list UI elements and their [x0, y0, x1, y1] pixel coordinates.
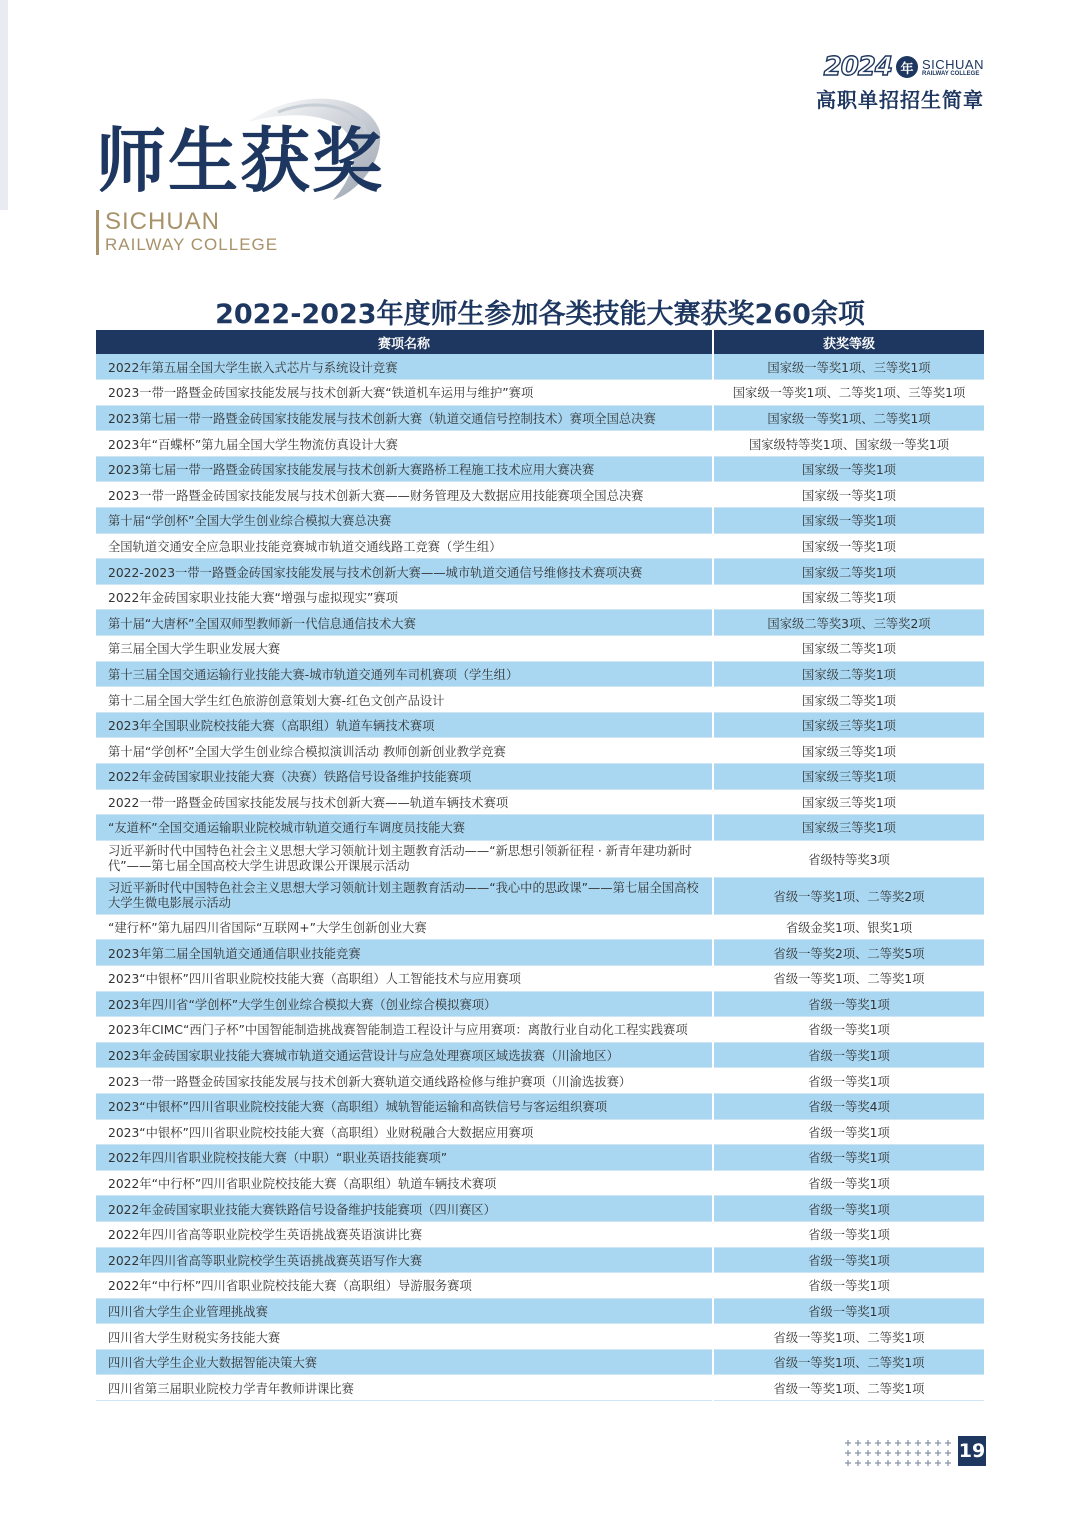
award-name-cell: 2023一带一路暨金砖国家技能发展与技术创新大赛轨道交通线路检修与维护赛项（川渝选拔赛） — [96, 1068, 713, 1094]
award-name-cell: 2022年“中行杯”四川省职业院校技能大赛（高职组）导游服务赛项 — [96, 1273, 713, 1299]
award-level-cell: 国家级三等奖1项 — [713, 764, 984, 790]
award-name-cell: 2023第七届一带一路暨金砖国家技能发展与技术创新大赛路桥工程施工技术应用大赛决赛 — [96, 456, 713, 482]
dot-pattern — [844, 1438, 956, 1468]
award-level-cell: 国家级一等奖1项 — [713, 533, 984, 559]
award-level-cell: 国家级一等奖1项 — [713, 482, 984, 508]
table-row — [96, 991, 984, 1017]
header-subtitle: 高职单招招生简章 — [816, 88, 984, 112]
award-name-cell: 2022年第五届全国大学生嵌入式芯片与系统设计竞赛 — [96, 354, 713, 380]
header-year-badge: 年 — [896, 56, 918, 78]
award-level-cell: 省级一等奖1项、二等奖1项 — [713, 1375, 984, 1401]
award-level-cell: 国家级一等奖1项、三等奖1项 — [713, 354, 984, 380]
table-row — [96, 533, 984, 559]
award-name-cell: 2023一带一路暨金砖国家技能发展与技术创新大赛——财务管理及大数据应用技能赛项全国总决赛 — [96, 482, 713, 508]
award-level-cell: 国家级二等奖1项 — [713, 661, 984, 687]
award-name-cell: 2022年“中行杯”四川省职业院校技能大赛（高职组）轨道车辆技术赛项 — [96, 1170, 713, 1196]
award-level-cell: 省级一等奖1项 — [713, 1298, 984, 1324]
table-row — [96, 1170, 984, 1196]
table-row — [96, 1247, 984, 1273]
award-level-cell: 国家级一等奖1项 — [713, 456, 984, 482]
table-row — [96, 840, 984, 877]
table-row — [96, 1145, 984, 1171]
table-row — [96, 1221, 984, 1247]
brand-line2: RAILWAY COLLEGE — [105, 235, 279, 254]
awards-table-body — [96, 354, 984, 1401]
award-level-cell: 国家级二等奖1项 — [713, 687, 984, 713]
table-row — [96, 1042, 984, 1068]
table-row — [96, 914, 984, 940]
award-name-cell: 2023年金砖国家职业技能大赛城市轨道交通运营设计与应急处理赛项区域选拔赛（川渝地区） — [96, 1042, 713, 1068]
award-name-cell: “友道杯”全国交通运输职业院校城市轨道交通行车调度员技能大赛 — [96, 815, 713, 841]
table-row — [96, 1375, 984, 1401]
table-row — [96, 584, 984, 610]
award-name-cell: 第十二届全国大学生红色旅游创意策划大赛-红色文创产品设计 — [96, 687, 713, 713]
award-level-cell: 省级一等奖1项 — [713, 1247, 984, 1273]
table-row — [96, 1119, 984, 1145]
table-row — [96, 1196, 984, 1222]
table-row — [96, 661, 984, 687]
award-name-cell: 第十届“学创杯”全国大学生创业综合模拟演训活动 教师创新创业教学竞赛 — [96, 738, 713, 764]
award-name-cell: 习近平新时代中国特色社会主义思想大学习领航计划主题教育活动——“新思想引领新征程 · 新青年建功新时代”——第七届全国高校大学生讲思政课公开课展示活动 — [96, 840, 713, 877]
table-row — [96, 738, 984, 764]
award-level-cell: 国家级三等奖1项 — [713, 789, 984, 815]
table-row — [96, 559, 984, 585]
award-name-cell: 2023“中银杯”四川省职业院校技能大赛（高职组）业财税融合大数据应用赛项 — [96, 1119, 713, 1145]
table-row — [96, 965, 984, 991]
header-brand-line1: SICHUAN — [921, 56, 984, 72]
table-row — [96, 354, 984, 380]
table-row — [96, 877, 984, 914]
award-level-cell: 省级一等奖1项 — [713, 1196, 984, 1222]
table-row — [96, 712, 984, 738]
award-name-cell: 2022年四川省高等职业院校学生英语挑战赛英语写作大赛 — [96, 1247, 713, 1273]
column-header-level: 获奖等级 — [713, 330, 984, 354]
table-row — [96, 764, 984, 790]
award-level-cell: 省级金奖1项、银奖1项 — [713, 914, 984, 940]
table-row — [96, 482, 984, 508]
award-name-cell: 2023年第二届全国轨道交通通信职业技能竞赛 — [96, 940, 713, 966]
award-level-cell: 国家级一等奖1项、二等奖1项 — [713, 405, 984, 431]
award-level-cell: 国家级二等奖3项、三等奖2项 — [713, 610, 984, 636]
award-level-cell: 国家级二等奖1项 — [713, 636, 984, 662]
award-name-cell: 2022年金砖国家职业技能大赛（决赛）铁路信号设备维护技能赛项 — [96, 764, 713, 790]
award-name-cell: 四川省大学生财税实务技能大赛 — [96, 1324, 713, 1350]
page-edge-bar — [0, 0, 8, 210]
table-row — [96, 815, 984, 841]
award-name-cell: 2023第七届一带一路暨金砖国家技能发展与技术创新大赛（轨道交通信号控制技术）赛项全国总决赛 — [96, 405, 713, 431]
section-title: 2022-2023年度师生参加各类技能大赛获奖260余项 — [215, 299, 865, 330]
table-row — [96, 940, 984, 966]
awards-table — [96, 330, 984, 1401]
table-row — [96, 508, 984, 534]
award-level-cell: 省级一等奖1项 — [713, 1273, 984, 1299]
award-level-cell: 省级一等奖1项 — [713, 1068, 984, 1094]
column-header-name: 赛项名称 — [96, 330, 713, 354]
header-year: 2024 — [823, 52, 892, 82]
table-row — [96, 1068, 984, 1094]
page-title: 师生获奖 — [96, 120, 384, 202]
award-level-cell: 国家级一等奖1项 — [713, 508, 984, 534]
award-level-cell: 省级一等奖1项 — [713, 1017, 984, 1043]
award-level-cell: 省级一等奖4项 — [713, 1093, 984, 1119]
award-name-cell: 2023“中银杯”四川省职业院校技能大赛（高职组）人工智能技术与应用赛项 — [96, 965, 713, 991]
award-level-cell: 国家级三等奖1项 — [713, 738, 984, 764]
award-name-cell: 四川省第三届职业院校力学青年教师讲课比赛 — [96, 1375, 713, 1401]
award-name-cell: 2022年四川省职业院校技能大赛（中职）“职业英语技能赛项” — [96, 1145, 713, 1171]
header-brand-line2: RAILWAY COLLEGE — [921, 70, 980, 77]
award-name-cell: 2023“中银杯”四川省职业院校技能大赛（高职组）城轨智能运输和高铁信号与客运组织赛项 — [96, 1093, 713, 1119]
table-row — [96, 456, 984, 482]
award-level-cell: 国家级特等奖1项、国家级一等奖1项 — [713, 431, 984, 457]
award-name-cell: 第十届“学创杯”全国大学生创业综合模拟大赛总决赛 — [96, 508, 713, 534]
award-name-cell: “建行杯”第九届四川省国际“互联网+”大学生创新创业大赛 — [96, 914, 713, 940]
award-level-cell: 省级一等奖1项 — [713, 1145, 984, 1171]
table-row — [96, 636, 984, 662]
brochure-header — [816, 52, 984, 113]
award-name-cell: 2022一带一路暨金砖国家技能发展与技术创新大赛——轨道车辆技术赛项 — [96, 789, 713, 815]
table-row — [96, 687, 984, 713]
award-name-cell: 2022-2023一带一路暨金砖国家技能发展与技术创新大赛——城市轨道交通信号维修技术赛项决赛 — [96, 559, 713, 585]
brand-line1: SICHUAN — [105, 208, 221, 235]
award-name-cell: 四川省大学生企业大数据智能决策大赛 — [96, 1349, 713, 1375]
table-row — [96, 1324, 984, 1350]
award-name-cell: 2023年全国职业院校技能大赛（高职组）轨道车辆技术赛项 — [96, 712, 713, 738]
award-name-cell: 2023年四川省“学创杯”大学生创业综合模拟大赛（创业综合模拟赛项） — [96, 991, 713, 1017]
table-row — [96, 1298, 984, 1324]
award-level-cell: 省级一等奖1项 — [713, 1042, 984, 1068]
brand-block — [96, 210, 278, 255]
award-name-cell: 2022年金砖国家职业技能大赛铁路信号设备维护技能赛项（四川赛区） — [96, 1196, 713, 1222]
award-level-cell: 省级一等奖1项 — [713, 1119, 984, 1145]
award-level-cell: 省级特等奖3项 — [713, 840, 984, 877]
award-level-cell: 国家级三等奖1项 — [713, 815, 984, 841]
award-level-cell: 省级一等奖1项、二等奖2项 — [713, 877, 984, 914]
table-row — [96, 1017, 984, 1043]
table-row — [96, 610, 984, 636]
award-level-cell: 国家级二等奖1项 — [713, 559, 984, 585]
table-row — [96, 380, 984, 406]
award-name-cell: 2022年金砖国家职业技能大赛“增强与虚拟现实”赛项 — [96, 584, 713, 610]
award-level-cell: 国家级二等奖1项 — [713, 584, 984, 610]
table-row — [96, 1273, 984, 1299]
award-name-cell: 全国轨道交通安全应急职业技能竞赛城市轨道交通线路工竞赛（学生组） — [96, 533, 713, 559]
award-name-cell: 第十三届全国交通运输行业技能大赛-城市轨道交通列车司机赛项（学生组） — [96, 661, 713, 687]
table-row — [96, 431, 984, 457]
award-name-cell: 2023一带一路暨金砖国家技能发展与技术创新大赛“铁道机车运用与维护”赛项 — [96, 380, 713, 406]
award-level-cell: 省级一等奖1项 — [713, 1221, 984, 1247]
award-name-cell: 2023年CIMC“西门子杯”中国智能制造挑战赛智能制造工程设计与应用赛项：离散行业自动化工程实践赛项 — [96, 1017, 713, 1043]
award-level-cell: 国家级一等奖1项、二等奖1项、三等奖1项 — [713, 380, 984, 406]
award-level-cell: 省级一等奖1项、二等奖1项 — [713, 965, 984, 991]
award-level-cell: 省级一等奖1项、二等奖1项 — [713, 1324, 984, 1350]
award-level-cell: 省级一等奖1项 — [713, 991, 984, 1017]
award-name-cell: 第三届全国大学生职业发展大赛 — [96, 636, 713, 662]
award-name-cell: 2023年“百蝶杯”第九届全国大学生物流仿真设计大赛 — [96, 431, 713, 457]
header-brand — [922, 58, 984, 77]
table-row — [96, 1093, 984, 1119]
award-name-cell: 习近平新时代中国特色社会主义思想大学习领航计划主题教育活动——“我心中的思政课”——第七届全国高校大学生微电影展示活动 — [96, 877, 713, 914]
award-level-cell: 省级一等奖1项 — [713, 1170, 984, 1196]
award-level-cell: 国家级三等奖1项 — [713, 712, 984, 738]
award-name-cell: 2022年四川省高等职业院校学生英语挑战赛英语演讲比赛 — [96, 1221, 713, 1247]
table-row — [96, 405, 984, 431]
award-name-cell: 第十届“大唐杯”全国双师型教师新一代信息通信技术大赛 — [96, 610, 713, 636]
table-row — [96, 789, 984, 815]
table-row — [96, 1349, 984, 1375]
award-level-cell: 省级一等奖2项、二等奖5项 — [713, 940, 984, 966]
award-level-cell: 省级一等奖1项、二等奖1项 — [713, 1349, 984, 1375]
page-number: 19 — [958, 1436, 986, 1466]
award-name-cell: 四川省大学生企业管理挑战赛 — [96, 1298, 713, 1324]
